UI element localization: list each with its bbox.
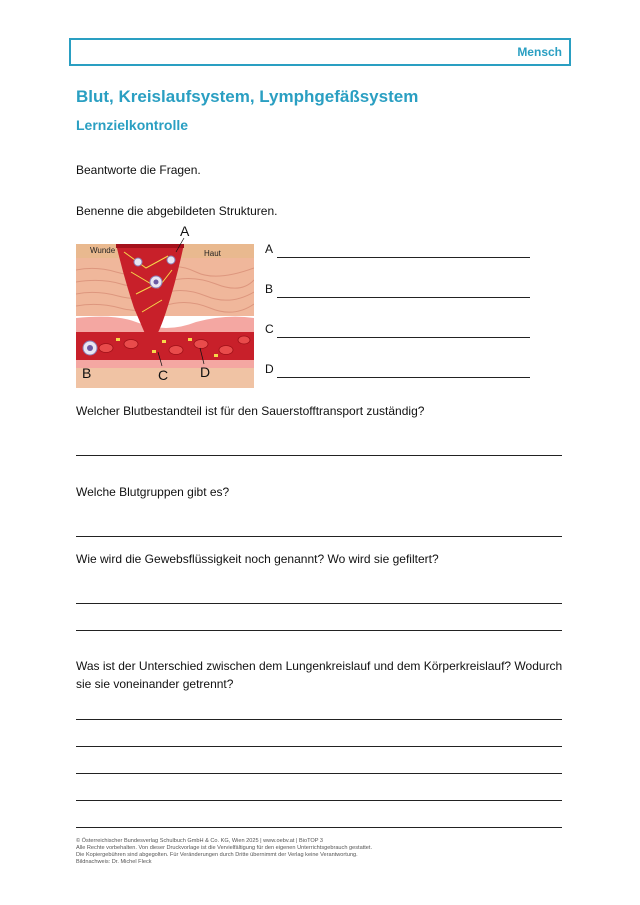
answer-line[interactable] — [76, 800, 562, 801]
skin-tag: Haut — [204, 249, 221, 258]
diagram-letter-a: A — [180, 223, 190, 239]
footer — [76, 838, 566, 866]
answer-line[interactable] — [76, 630, 562, 631]
question-2: Welche Blutgruppen gibt es? — [76, 485, 230, 499]
footer-rights: Alle Rechte vorbehalten. Von dieser Druckvorlage ist die Vervielfältigung für den eigenen Unterrichtsgebrauch gestattet. — [76, 845, 373, 851]
answer-line-c — [277, 337, 530, 338]
diagram-letter-b: B — [82, 365, 92, 381]
question-4-line-1: Was ist der Unterschied zwischen dem Lungenkreislauf und dem Körperkreislauf? Wodurch — [76, 659, 563, 673]
answer-line[interactable] — [76, 773, 562, 774]
page-subtitle: Lernzielkontrolle — [76, 117, 189, 133]
header-box — [69, 38, 571, 66]
footer-fees: Die Kopiergebühren sind abgegolten. Für Veränderungen durch Dritte übernimmt der Verlag keine Verantwortung. — [76, 852, 358, 858]
diagram-letter-c: C — [158, 367, 169, 383]
wound-tag: Wunde — [90, 246, 116, 255]
answer-line[interactable] — [76, 536, 562, 537]
answer-line[interactable] — [76, 827, 562, 828]
header-tag: Mensch — [517, 45, 562, 59]
answer-row-b[interactable] — [265, 282, 530, 298]
task1-prompt: Benenne die abgebildeten Strukturen. — [76, 204, 278, 218]
instruction-text: Beantworte die Fragen. — [76, 163, 201, 177]
answer-line-b — [277, 297, 530, 298]
footer-copyright: © Österreichischer Bundesverlag Schulbuch GmbH & Co. KG, Wien 2025 | www.oebv.at | BioTOP 3 — [76, 838, 324, 844]
answer-line[interactable] — [76, 455, 562, 456]
answer-row-a[interactable] — [265, 242, 530, 258]
question-1: Welcher Blutbestandteil ist für den Sauerstofftransport zuständig? — [76, 404, 425, 418]
diagram-letter-d: D — [200, 364, 211, 380]
answer-line[interactable] — [76, 719, 562, 720]
answer-label-a: A — [265, 242, 274, 256]
question-3: Wie wird die Gewebsflüssigkeit noch genannt? Wo wird sie gefiltert? — [76, 552, 439, 566]
wound-diagram — [76, 222, 254, 388]
answer-line-d — [277, 377, 530, 378]
answer-line[interactable] — [76, 746, 562, 747]
question-4-line-2: sie sie voneinander getrennt? — [76, 677, 234, 691]
answer-label-b: B — [265, 282, 274, 296]
answer-line-a — [277, 257, 530, 258]
footer-image-credit: Bildnachweis: Dr. Michel Fleck — [76, 859, 152, 865]
answer-label-d: D — [265, 362, 274, 376]
answer-row-c[interactable] — [265, 322, 530, 338]
answer-row-d[interactable] — [265, 362, 530, 378]
answer-label-c: C — [265, 322, 274, 336]
page-title: Blut, Kreislaufsystem, Lymphgefäßsystem — [76, 87, 419, 106]
answer-line[interactable] — [76, 603, 562, 604]
